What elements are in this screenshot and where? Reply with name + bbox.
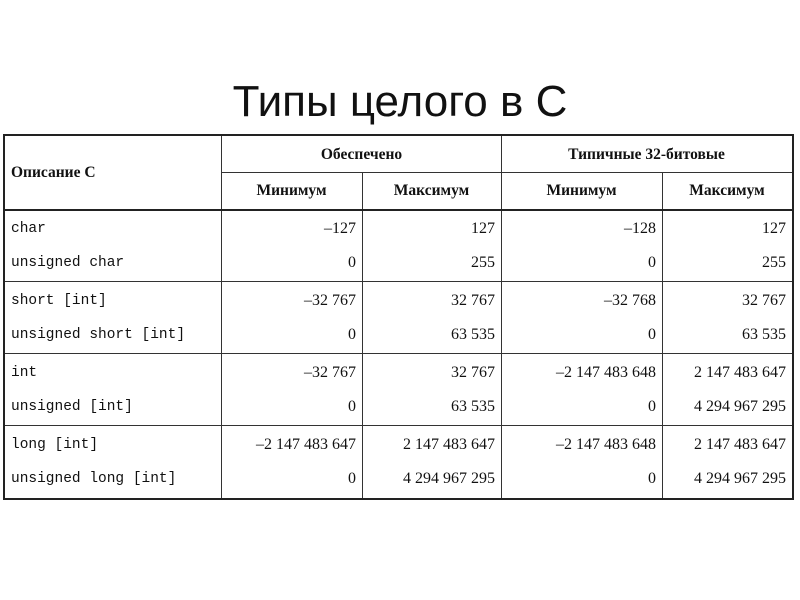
table-cell: –32 768 [604, 292, 656, 309]
table-cell: 63 535 [451, 398, 495, 415]
table-cell: 63 535 [742, 326, 786, 343]
divider [5, 281, 792, 282]
row-desc: short [int] [11, 293, 107, 309]
table-cell: –127 [324, 220, 356, 237]
group-header-typical-32bit: Типичные 32-битовые [568, 146, 725, 163]
table-cell: 127 [762, 220, 786, 237]
page-title: Типы целого в C [232, 77, 568, 126]
row-desc: unsigned [int] [11, 399, 133, 415]
table-cell: 0 [648, 398, 656, 415]
table-cell: 32 767 [742, 292, 786, 309]
table-cell: 0 [348, 326, 356, 343]
table-cell: 2 147 483 647 [694, 436, 786, 453]
row-desc: unsigned char [11, 255, 125, 271]
sub-header-max: Максимум [393, 182, 470, 199]
row-desc: int [11, 365, 38, 381]
table-cell: 4 294 967 295 [403, 470, 495, 487]
table-cell: –128 [624, 220, 656, 237]
corner-header: Описание C [11, 164, 96, 181]
table-cell: 32 767 [451, 364, 495, 381]
table-cell: 0 [648, 254, 656, 271]
divider [5, 425, 792, 426]
divider [5, 209, 792, 211]
row-desc: long [int] [11, 437, 99, 453]
table-cell: 4 294 967 295 [694, 470, 786, 487]
table-cell: 0 [348, 398, 356, 415]
row-desc: char [11, 221, 46, 237]
integer-types-table [3, 134, 794, 500]
table-cell: 255 [762, 254, 786, 271]
table-cell: 0 [348, 470, 356, 487]
table-cell: 63 535 [451, 326, 495, 343]
table-cell: 2 147 483 647 [403, 436, 495, 453]
divider [221, 172, 792, 173]
table-cell: –32 767 [304, 292, 356, 309]
sub-header-min: Минимум [256, 182, 327, 199]
group-header-guaranteed: Обеспечено [320, 146, 403, 163]
table-cell: –2 147 483 648 [556, 364, 656, 381]
table-cell: 2 147 483 647 [694, 364, 786, 381]
table-cell: 0 [648, 470, 656, 487]
row-desc: unsigned long [int] [11, 471, 177, 487]
table-cell: –2 147 483 647 [256, 436, 356, 453]
row-desc: unsigned short [int] [11, 327, 186, 343]
table-cell: –2 147 483 648 [556, 436, 656, 453]
divider [5, 353, 792, 354]
table-cell: 255 [471, 254, 495, 271]
table-cell: 0 [348, 254, 356, 271]
sub-header-min: Минимум [546, 182, 617, 199]
table-cell: 4 294 967 295 [694, 398, 786, 415]
table-cell: 32 767 [451, 292, 495, 309]
table-cell: 0 [648, 326, 656, 343]
table-cell: –32 767 [304, 364, 356, 381]
table-cell: 127 [471, 220, 495, 237]
sub-header-max: Максимум [689, 182, 765, 199]
